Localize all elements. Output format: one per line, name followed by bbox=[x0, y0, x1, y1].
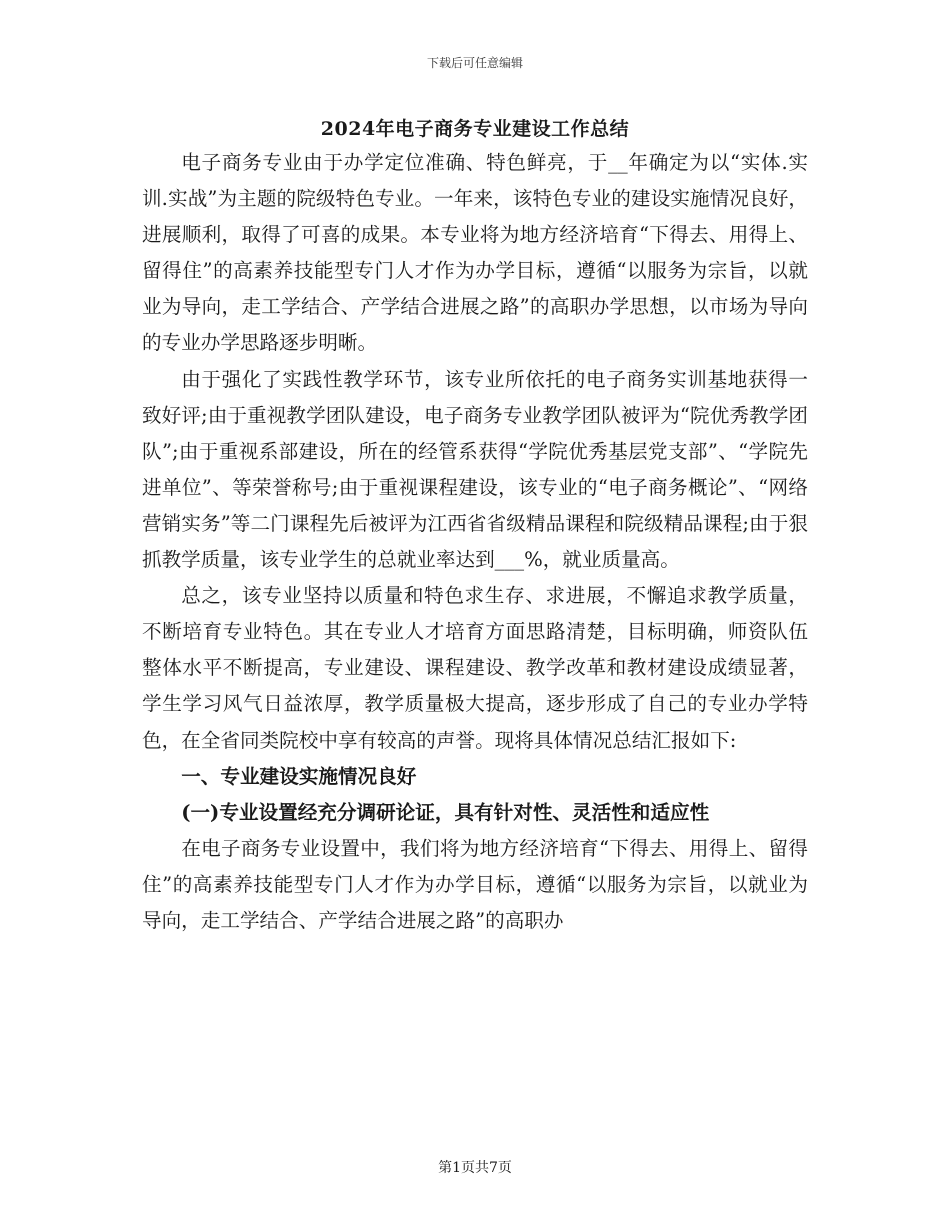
paragraph-1: 电子商务专业由于办学定位准确、特色鲜亮，于__年确定为以“实体.实训.实战”为主题的院级特色专业。一年来，该特色专业的建设实施情况良好，进展顺利，取得了可喜的成果。本专业将为地方经济培育“下得去、用得上、留得住”的高素养技能型专门人才作为办学目标，遵循“以服务为宗旨，以就业为导向，走工学结合、产学结合进展之路”的高职办学思想，以市场为导向的专业办学思路逐步明晰。 bbox=[142, 151, 808, 355]
header-note: 下载后可任意编辑 bbox=[426, 56, 523, 70]
section-heading-2: (一)专业设置经充分调研论证，具有针对性、灵活性和适应性 bbox=[181, 800, 710, 824]
section-heading-1: 一、专业建设实施情况良好 bbox=[181, 764, 417, 788]
document-title: 2024年电子商务专业建设工作总结 bbox=[320, 118, 630, 140]
paragraph-3: 总之，该专业坚持以质量和特色求生存、求进展，不懈追求教学质量，不断培育专业特色。其在专业人才培育方面思路清楚，目标明确，师资队伍整体水平不断提高，专业建设、课程建设、教学改革和教材建设成绩显著，学生学习风气日益浓厚，教学质量极大提高，逐步形成了自己的专业办学特色，在全省同类院校中享有较高的声誉。现将具体情况总结汇报如下: bbox=[142, 584, 808, 752]
page-number: 第1页共7页 bbox=[438, 1160, 512, 1176]
paragraph-4: 在电子商务专业设置中，我们将为地方经济培育“下得去、用得上、留得住”的高素养技能型专门人才作为办学目标，遵循“以服务为宗旨，以就业为导向，走工学结合、产学结合进展之路”的高职办 bbox=[142, 836, 808, 932]
paragraph-2: 由于强化了实践性教学环节，该专业所依托的电子商务实训基地获得一致好评;由于重视教学团队建设，电子商务专业教学团队被评为“院优秀教学团队”;由于重视系部建设，所在的经管系获得“学院优秀基层党支部”、“学院先进单位”、等荣誉称号;由于重视课程建设，该专业的“电子商务概论”、“网络营销实务”等二门课程先后被评为江西省省级精品课程和院级精品课程;由于狠抓教学质量，该专业学生的总就业率达到___%，就业质量高。 bbox=[142, 367, 808, 572]
document-body bbox=[142, 145, 808, 939]
